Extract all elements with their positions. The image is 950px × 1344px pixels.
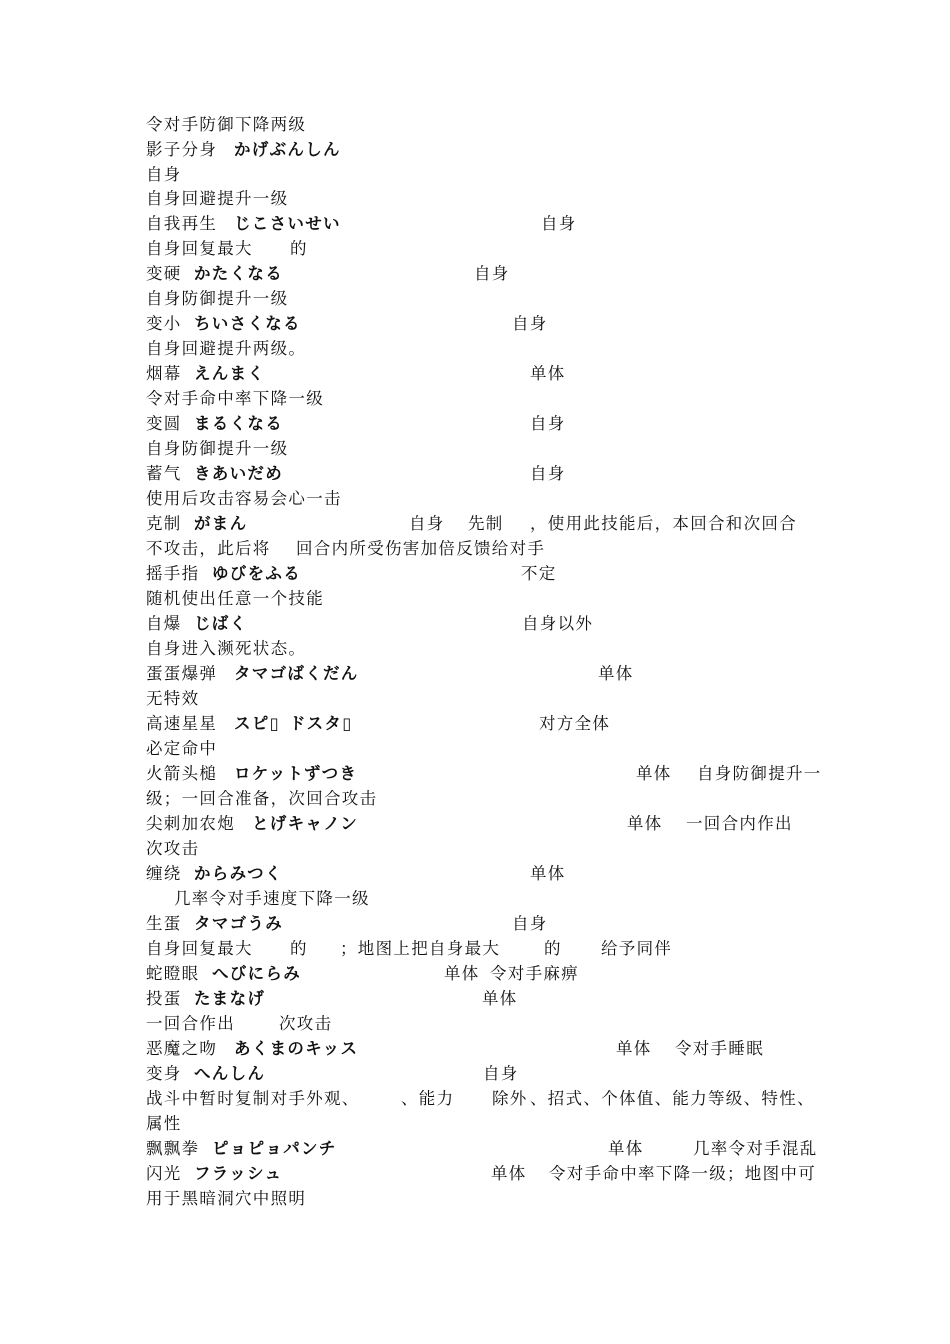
text-segment: 次攻击 (146, 839, 200, 858)
move-name-jp: とげキャノン (252, 814, 359, 833)
move-target: 单体 (608, 1139, 644, 1158)
text-segment: 的 (544, 939, 562, 958)
move-effect: ，使用此技能后，本回合和次回合 (530, 514, 797, 533)
text-segment: 自身回复最大 (146, 239, 253, 258)
move-name-zh: 缠绕 (146, 864, 182, 883)
move-target: 自身 (512, 914, 548, 933)
text-segment: 自身回复最大 (146, 939, 253, 958)
move-name-jp: あくまのキッス (234, 1039, 359, 1058)
move-name-zh: 烟幕 (146, 364, 182, 383)
move-target: 单体 (616, 1039, 652, 1058)
text-segment: 令对手防御下降两级 (146, 115, 307, 134)
move-name-zh: 尖刺加农炮 (146, 814, 235, 833)
move-name-zh: 克制 (146, 514, 182, 533)
move-effect: 几率令对手混乱 (693, 1139, 818, 1158)
move-name-zh: 蛇瞪眼 (146, 964, 200, 983)
move-name-jp: たまなげ (194, 989, 266, 1008)
text-segment: 属性 (146, 1114, 182, 1133)
move-target: 单体 (598, 664, 634, 683)
text-segment: 自身回避提升两级。 (146, 339, 307, 358)
move-name-zh: 摇手指 (146, 564, 200, 583)
text-segment: 用于黑暗洞穴中照明 (146, 1189, 307, 1208)
move-name-zh: 自我再生 (146, 214, 218, 233)
move-name-jp: じばく (194, 614, 248, 633)
move-name-zh: 变圆 (146, 414, 182, 433)
move-name-zh: 自爆 (146, 614, 182, 633)
move-name-jp: ピョピョパンチ (212, 1139, 337, 1158)
move-effect: 令对手睡眠 (675, 1039, 764, 1058)
move-target: 自身以外 (522, 614, 594, 633)
text-segment: 、招式、个体值、能力等级、特性、 (530, 1089, 815, 1108)
move-priority: 先制 (468, 514, 504, 533)
move-target: 对方全体 (539, 714, 611, 733)
move-name-zh: 闪光 (146, 1164, 182, 1183)
move-name-jp: がまん (194, 514, 248, 533)
move-name-zh: 蛋蛋爆弹 (146, 664, 218, 683)
move-name-jp: へんしん (194, 1064, 266, 1083)
text-segment: 随机使出任意一个技能 (146, 589, 324, 608)
move-target: 自身 (483, 1064, 519, 1083)
move-target: 单体 (491, 1164, 527, 1183)
text-segment: ；地图上把自身最大 (340, 939, 501, 958)
move-name-jp: ドスタ▯ (289, 714, 353, 733)
text-segment: 给予同伴 (601, 939, 673, 958)
text-segment: 、能力 (401, 1089, 455, 1108)
move-name-jp: ちいさくなる (194, 314, 301, 333)
move-name-zh: 恶魔之吻 (146, 1039, 218, 1058)
move-name-zh: 飘飘拳 (146, 1139, 200, 1158)
move-name-zh: 生蛋 (146, 914, 182, 933)
move-target: 单体 (636, 764, 672, 783)
text-segment: 次攻击 (279, 1014, 333, 1033)
text-segment: 自身防御提升一级 (146, 439, 289, 458)
text-segment: 级；一回合准备，次回合攻击 (146, 789, 378, 808)
text-segment: 的 (290, 939, 308, 958)
move-name-jp: えんまく (194, 364, 266, 383)
move-name-jp: スピ▯ (234, 714, 280, 733)
move-effect: 一回合内作出 (686, 814, 793, 833)
move-name-jp: へびにらみ (212, 964, 301, 983)
move-target: 不定 (521, 564, 557, 583)
move-name-jp: きあいだめ (194, 464, 283, 483)
text-segment: 令对手命中率下降一级 (146, 389, 324, 408)
move-name-zh: 高速星星 (146, 714, 218, 733)
move-target: 单体 (627, 814, 663, 833)
move-effect: 自身防御提升一 (697, 764, 822, 783)
move-name-zh: 变小 (146, 314, 182, 333)
move-name-jp: まるくなる (194, 414, 283, 433)
move-target: 自身 (530, 414, 566, 433)
move-target: 单体 (530, 864, 566, 883)
text-segment: 一回合作出 (146, 1014, 235, 1033)
move-name-jp: かたくなる (194, 264, 283, 283)
move-name-jp: かげぶんしん (234, 140, 341, 159)
move-name-zh: 变身 (146, 1064, 182, 1083)
text-segment: 自身 (146, 165, 182, 184)
text-segment: 战斗中暂时复制对手外观、 (146, 1089, 360, 1108)
text-segment: 自身防御提升一级 (146, 289, 289, 308)
move-name-zh: 变硬 (146, 264, 182, 283)
move-name-jp: タマゴばくだん (234, 664, 359, 683)
move-name-zh: 火箭头槌 (146, 764, 218, 783)
move-name-jp: フラッシュ (194, 1164, 283, 1183)
move-effect: 令对手命中率下降一级；地图中可 (549, 1164, 816, 1183)
text-segment: 自身进入濒死状态。 (146, 639, 307, 658)
move-target: 自身 (512, 314, 548, 333)
text-segment: 不攻击，此后将 (146, 539, 271, 558)
move-name-jp: タマゴうみ (194, 914, 283, 933)
move-target: 自身 (474, 264, 510, 283)
text-segment: 必定命中 (146, 739, 218, 758)
move-name-zh: 蓄气 (146, 464, 182, 483)
move-target: 自身 (409, 514, 445, 533)
text-segment: 几率令对手速度下降一级 (174, 889, 370, 908)
move-target: 单体 (482, 989, 518, 1008)
move-name-zh: 影子分身 (146, 140, 218, 159)
move-name-jp: ゆびをふる (212, 564, 301, 583)
move-target: 单体 (444, 964, 480, 983)
move-effect: 令对手麻痹 (490, 964, 579, 983)
move-target: 自身 (541, 214, 577, 233)
move-name-jp: ロケットずつき (234, 764, 358, 783)
move-name-jp: じこさいせい (234, 214, 341, 233)
text-segment: 回合内所受伤害加倍反馈给对手 (296, 539, 546, 558)
text-segment: 无特效 (146, 689, 200, 708)
move-name-zh: 投蛋 (146, 989, 182, 1008)
text-segment: 使用后攻击容易会心一击 (146, 489, 342, 508)
move-target: 自身 (530, 464, 566, 483)
move-target: 单体 (530, 364, 566, 383)
text-segment: 自身回避提升一级 (146, 189, 289, 208)
move-name-jp: からみつく (194, 864, 283, 883)
text-segment: 除外 (492, 1089, 528, 1108)
text-segment: 的 (290, 239, 308, 258)
